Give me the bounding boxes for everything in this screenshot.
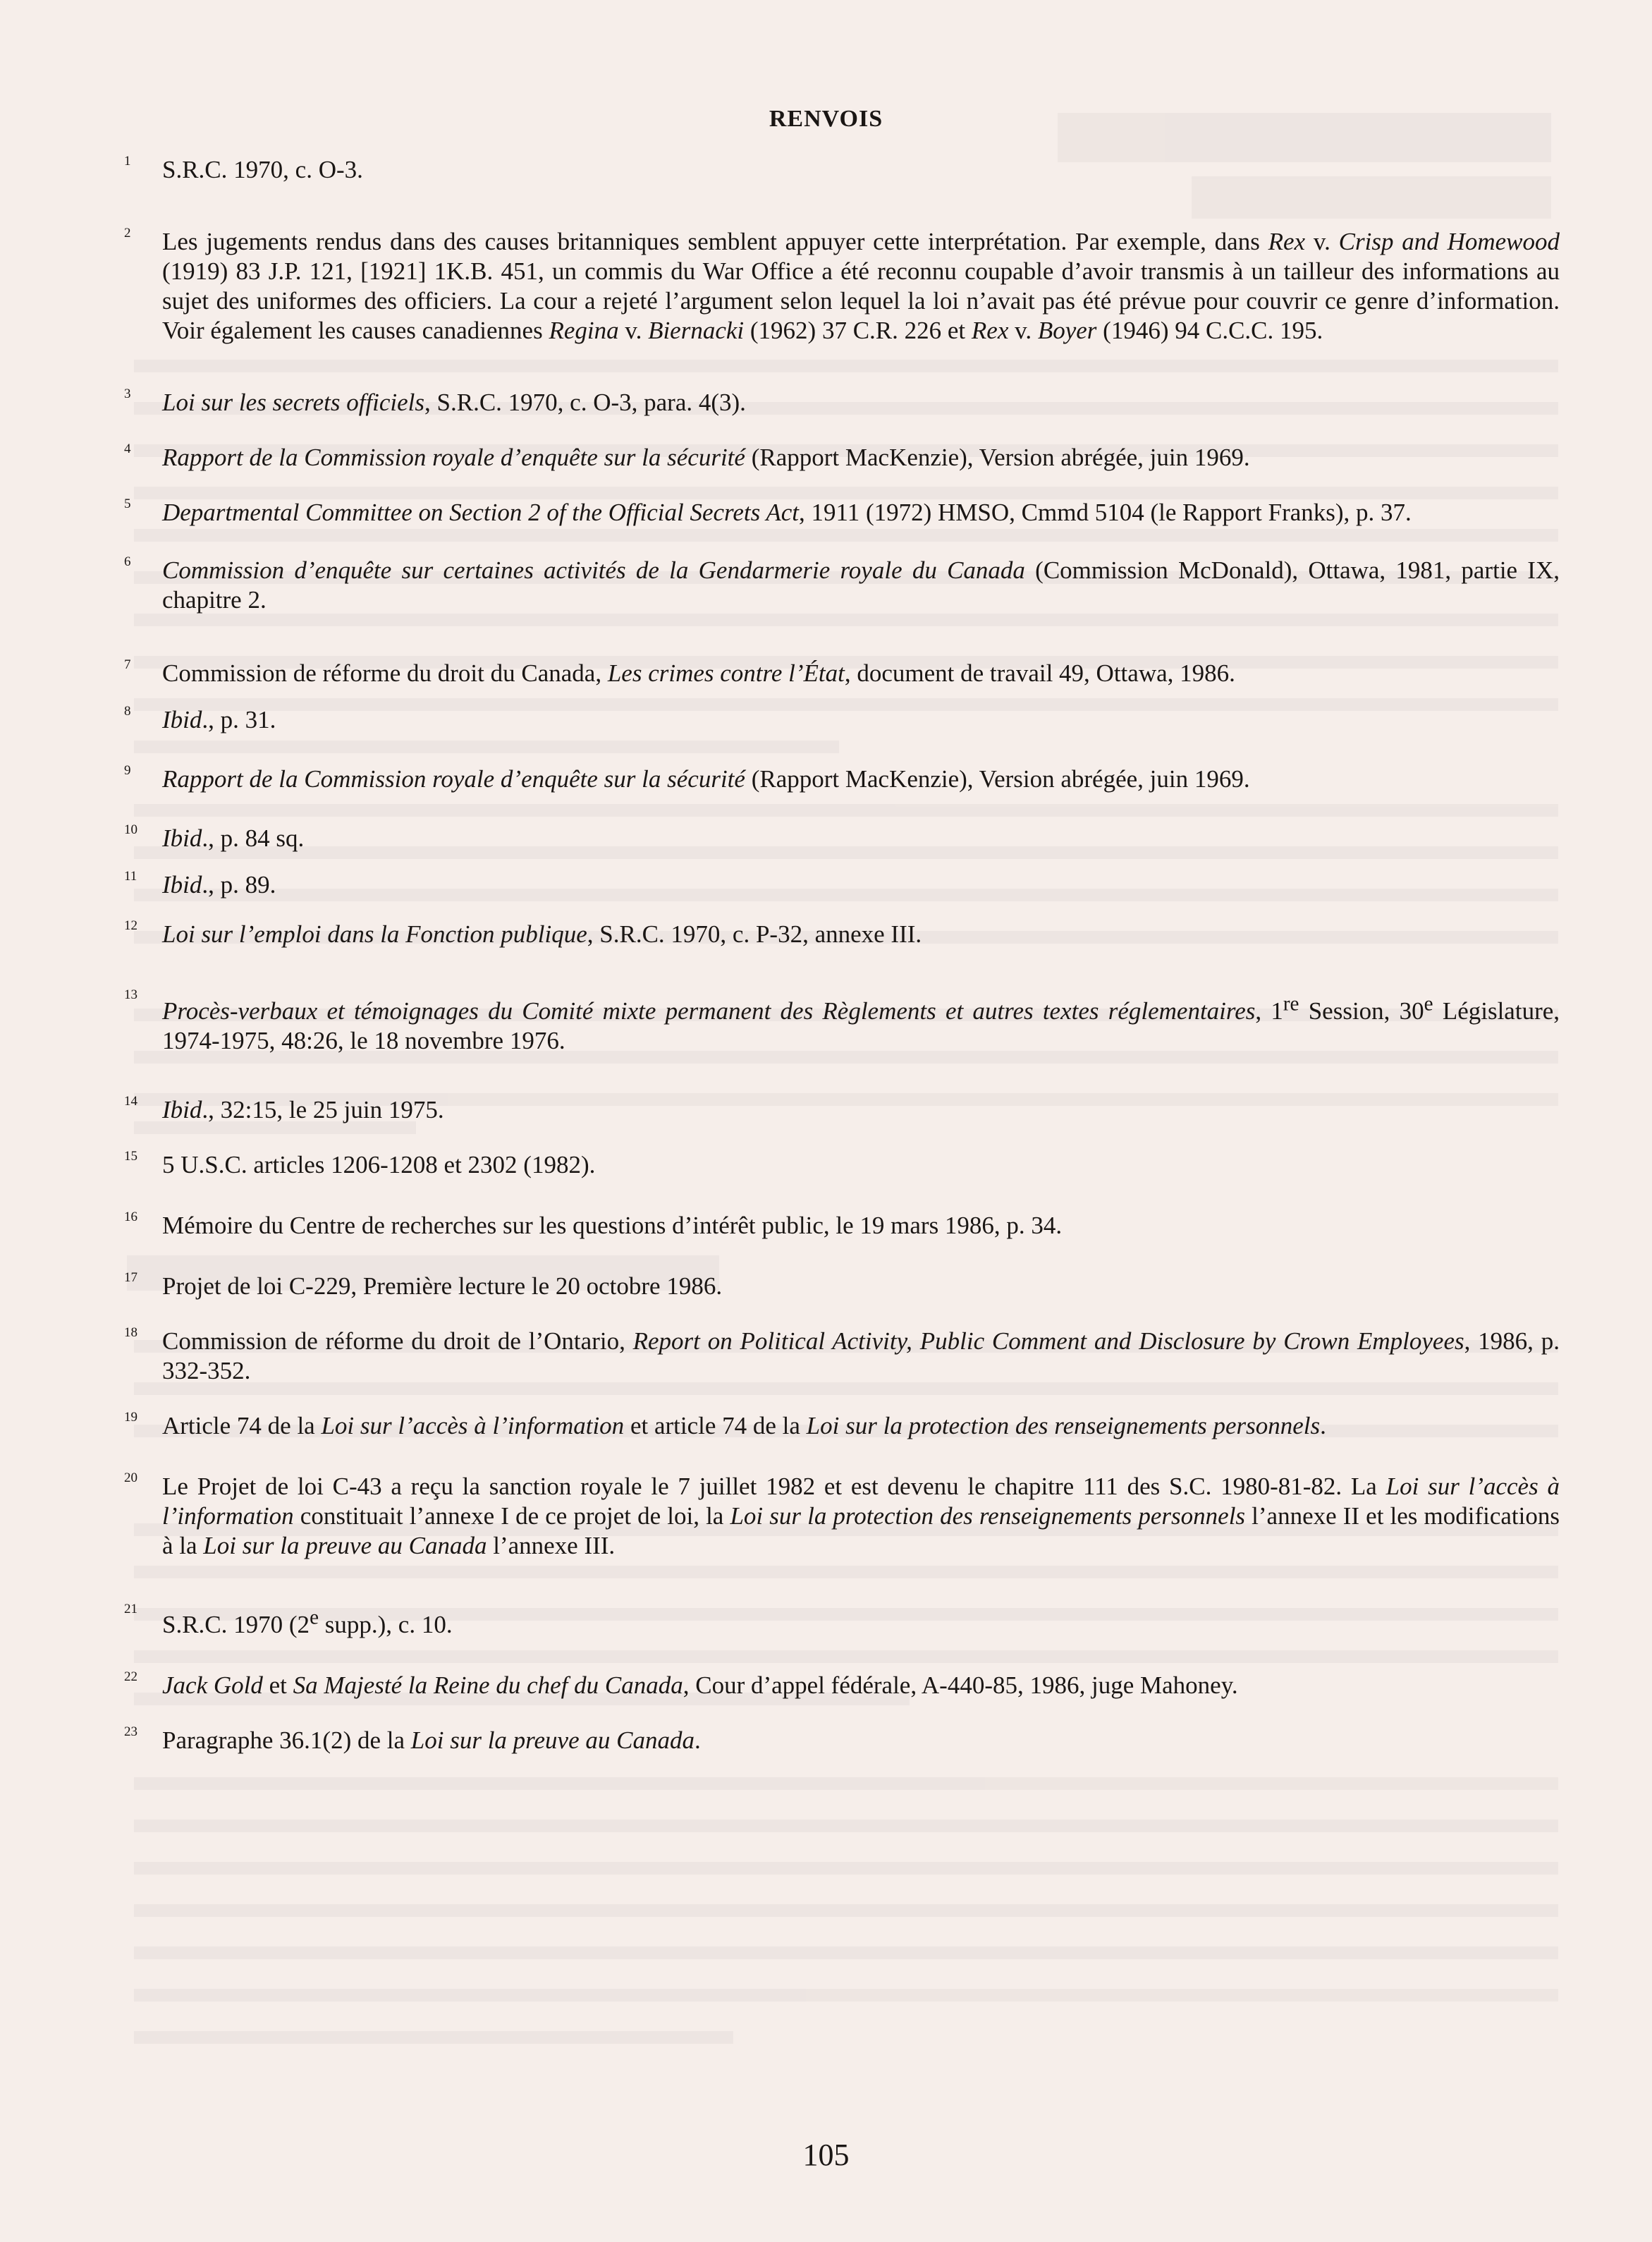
text-run: Commission de réforme du droit de l’Ontario, — [162, 1327, 633, 1355]
endnote-1 — [121, 155, 1560, 185]
endnote-number: 11 — [124, 869, 137, 884]
endnote-text — [162, 765, 1250, 793]
citation-title: Ibid — [162, 824, 202, 852]
endnote-text — [162, 1096, 444, 1123]
endnote-text — [162, 1327, 1560, 1384]
citation-title: Biernacki — [648, 317, 745, 344]
text-run: , document de travail 49, Ottawa, 1986. — [844, 659, 1235, 687]
text-run: Paragraphe 36.1(2) de la — [162, 1726, 411, 1755]
text-run: ., p. 89. — [202, 871, 276, 898]
endnote-text — [162, 706, 276, 733]
endnote-number: 18 — [124, 1324, 137, 1340]
endnote-20 — [121, 1472, 1560, 1561]
page-number: 105 — [802, 2138, 850, 2172]
text-run: et article 74 de la — [624, 1411, 807, 1439]
endnote-text — [162, 1671, 1238, 1699]
text-run: l’annexe III. — [487, 1531, 616, 1559]
endnote-text — [162, 389, 746, 416]
endnote-5 — [121, 498, 1560, 528]
text-run: Le Projet de loi C-43 a reçu la sanction royale le 7 juillet 1982 et est devenu le chapitre 111 des S.C. 1980-81-82. La — [162, 1472, 1386, 1500]
endnote-text — [162, 1412, 1326, 1439]
endnote-number: 23 — [124, 1724, 137, 1740]
endnote-number: 5 — [124, 496, 131, 511]
citation-title: Loi sur l’accès à l’information — [162, 1472, 1560, 1530]
citation-title: Les crimes contre l’État — [607, 659, 845, 687]
endnote-text — [162, 992, 1560, 1054]
endnote-9 — [121, 764, 1560, 794]
text-run: Les jugements rendus dans des causes britanniques semblent appuyer cette interprétation. Par exemple, dans — [162, 228, 1268, 255]
text-run: Projet de loi C-229, Première lecture le 20 octobre 1986. — [162, 1272, 723, 1300]
endnote-number: 4 — [124, 441, 131, 456]
endnote-6 — [121, 556, 1560, 615]
endnote-text — [162, 499, 1412, 526]
text-run: v. — [1008, 317, 1038, 344]
endnote-text — [162, 1726, 701, 1754]
text-run: ., p. 31. — [202, 706, 276, 733]
citation-title: Rapport de la Commission royale d’enquête sur la sécurité — [162, 444, 745, 471]
endnote-8 — [121, 705, 1560, 735]
citation-title: Loi sur la preuve au Canada — [410, 1726, 695, 1755]
text-run: , Cour d’appel fédérale, A-440-85, 1986, juge Mahoney. — [683, 1671, 1238, 1700]
endnote-number: 19 — [124, 1409, 137, 1425]
text-run: Session, 30 — [1299, 997, 1424, 1025]
endnote-number: 1 — [124, 154, 131, 169]
text-run: ., 32:15, le 25 juin 1975. — [202, 1095, 444, 1123]
text-run: 5 U.S.C. articles 1206-1208 et 2302 (1982). — [162, 1150, 596, 1178]
text-run: S.R.C. 1970 (2 — [162, 1611, 310, 1639]
citation-title: Ibid — [162, 871, 202, 898]
endnote-text — [162, 1151, 595, 1178]
citation-title: Jack Gold — [162, 1671, 263, 1700]
text-run: et — [262, 1671, 293, 1700]
citation-title: Loi sur l’accès à l’information — [321, 1411, 625, 1439]
endnote-number: 13 — [124, 987, 137, 1002]
citation-title: Rex — [971, 317, 1009, 344]
endnote-21 — [121, 1603, 1560, 1640]
text-run: (Commission McDonald), Ottawa, 1981, partie IX, chapitre 2. — [162, 556, 1560, 614]
text-run: (1919) 83 J.P. 121, [1921] 1K.B. 451, un commis du War Office a été reconnu coupable d’avoir transmis à un tailleur des informations au sujet des uniformes des officiers. La cour a rejeté l’argument selon lequel la loi n’avait pas été prévue pour couvrir ce genre d’information. Voir également les causes canadiennes — [162, 257, 1560, 344]
text-run: ., p. 84 sq. — [202, 824, 305, 852]
citation-title: Ibid — [162, 1095, 202, 1123]
citation-title: Crisp and Homewood — [1338, 228, 1560, 255]
citation-title: Ibid — [162, 706, 202, 733]
endnote-7 — [121, 659, 1560, 688]
text-run: Législature, 1974-1975, 48:26, le 18 novembre 1976. — [162, 997, 1560, 1054]
text-run: S.R.C. 1970, c. O-3. — [162, 156, 363, 183]
text-run: v. — [618, 317, 649, 344]
text-run: (1962) 37 C.R. 226 et — [744, 317, 972, 344]
endnote-text — [162, 228, 1560, 344]
superscript: re — [1283, 992, 1299, 1015]
citation-title: Loi sur la protection des renseignements personnels — [730, 1501, 1246, 1530]
citation-title: Regina — [549, 317, 619, 344]
text-run: Mémoire du Centre de recherches sur les questions d’intérêt public, le 19 mars 1986, p. 34. — [162, 1211, 1063, 1239]
citation-title: Loi sur la preuve au Canada — [203, 1531, 487, 1559]
citation-title: Loi sur la protection des renseignements personnels — [806, 1411, 1321, 1439]
text-run: , S.R.C. 1970, c. O-3, para. 4(3). — [424, 389, 746, 416]
superscript: e — [310, 1606, 319, 1629]
citation-title: Commission d’enquête sur certaines activités de la Gendarmerie royale du Canada — [162, 556, 1025, 584]
endnote-text — [162, 1606, 453, 1639]
endnote-16 — [121, 1211, 1560, 1241]
text-run: , 1911 (1972) HMSO, Cmmd 5104 (le Rapport Franks), p. 37. — [799, 499, 1412, 526]
endnote-15 — [121, 1150, 1560, 1180]
endnote-18 — [121, 1324, 1560, 1386]
endnote-19 — [121, 1411, 1560, 1441]
text-run: supp.), c. 10. — [319, 1611, 453, 1639]
endnote-text — [162, 156, 363, 183]
citation-title: Procès-verbaux et témoignages du Comité mixte permanent des Règlements et autres textes réglementaires — [162, 997, 1256, 1025]
endnote-number: 2 — [124, 226, 131, 240]
endnote-text — [162, 920, 922, 948]
endnote-text — [162, 1272, 722, 1300]
endnote-text — [162, 444, 1250, 471]
citation-title: Report on Political Activity, Public Comment and Disclosure by Crown Employees — [632, 1327, 1464, 1355]
endnote-number: 9 — [124, 763, 131, 778]
endnote-4 — [121, 443, 1560, 473]
text-run: v. — [1305, 228, 1339, 255]
endnote-text — [162, 824, 304, 852]
endnote-3 — [121, 388, 1560, 418]
citation-title: Loi sur l’emploi dans la Fonction publique — [162, 920, 587, 948]
citation-title: Sa Majesté la Reine du chef du Canada — [293, 1671, 683, 1700]
text-run: constituait l’annexe I de ce projet de loi, la — [293, 1501, 730, 1530]
text-run: (Rapport MacKenzie), Version abrégée, juin 1969. — [745, 444, 1250, 471]
text-run: l’annexe II et les modifications à la — [162, 1501, 1560, 1559]
superscript: e — [1424, 992, 1433, 1015]
endnote-13 — [121, 989, 1560, 1056]
text-run: . — [1320, 1411, 1326, 1439]
citation-title: Boyer — [1037, 317, 1097, 344]
endnote-12 — [121, 920, 1560, 949]
endnote-number: 17 — [124, 1269, 137, 1285]
text-run: , S.R.C. 1970, c. P-32, annexe III. — [587, 920, 922, 948]
citation-title: Rex — [1268, 228, 1306, 255]
endnote-10 — [121, 824, 1560, 853]
endnote-14 — [121, 1095, 1560, 1125]
endnote-number: 3 — [124, 386, 131, 401]
endnote-text — [162, 659, 1235, 687]
endnote-number: 15 — [124, 1148, 137, 1164]
text-run: , 1986, p. 332-352. — [162, 1327, 1560, 1384]
citation-title: Loi sur les secrets officiels — [162, 389, 425, 416]
endnote-number: 8 — [124, 704, 131, 719]
text-run: (1946) 94 C.C.C. 195. — [1096, 317, 1323, 344]
endnote-2 — [121, 227, 1560, 346]
text-run: (Rapport MacKenzie), Version abrégée, juin 1969. — [745, 765, 1250, 793]
endnote-text — [162, 871, 276, 898]
citation-title: Departmental Committee on Section 2 of the Official Secrets Act — [162, 499, 800, 526]
endnote-number: 12 — [124, 918, 137, 933]
text-run: . — [694, 1726, 701, 1755]
endnote-17 — [121, 1269, 1560, 1301]
text-run: , 1 — [1255, 997, 1283, 1025]
endnote-number: 22 — [124, 1669, 137, 1685]
endnote-number: 7 — [124, 657, 131, 672]
endnote-number: 14 — [124, 1093, 137, 1109]
endnote-text — [162, 556, 1560, 614]
citation-title: Rapport de la Commission royale d’enquête sur la sécurité — [162, 765, 745, 793]
endnotes-list — [121, 155, 1560, 1755]
endnote-number: 10 — [124, 822, 137, 837]
endnote-text — [162, 1473, 1560, 1559]
endnote-11 — [121, 870, 1560, 900]
endnote-number: 20 — [124, 1470, 137, 1485]
endnote-number: 16 — [124, 1209, 137, 1224]
endnote-text — [162, 1212, 1062, 1239]
text-run: Commission de réforme du droit du Canada, — [162, 659, 608, 687]
endnote-22 — [121, 1671, 1560, 1700]
endnote-number: 21 — [124, 1601, 137, 1616]
endnote-number: 6 — [124, 554, 131, 569]
text-run: Article 74 de la — [162, 1411, 322, 1439]
endnote-23 — [121, 1726, 1560, 1755]
page-title: RENVOIS — [769, 106, 883, 132]
